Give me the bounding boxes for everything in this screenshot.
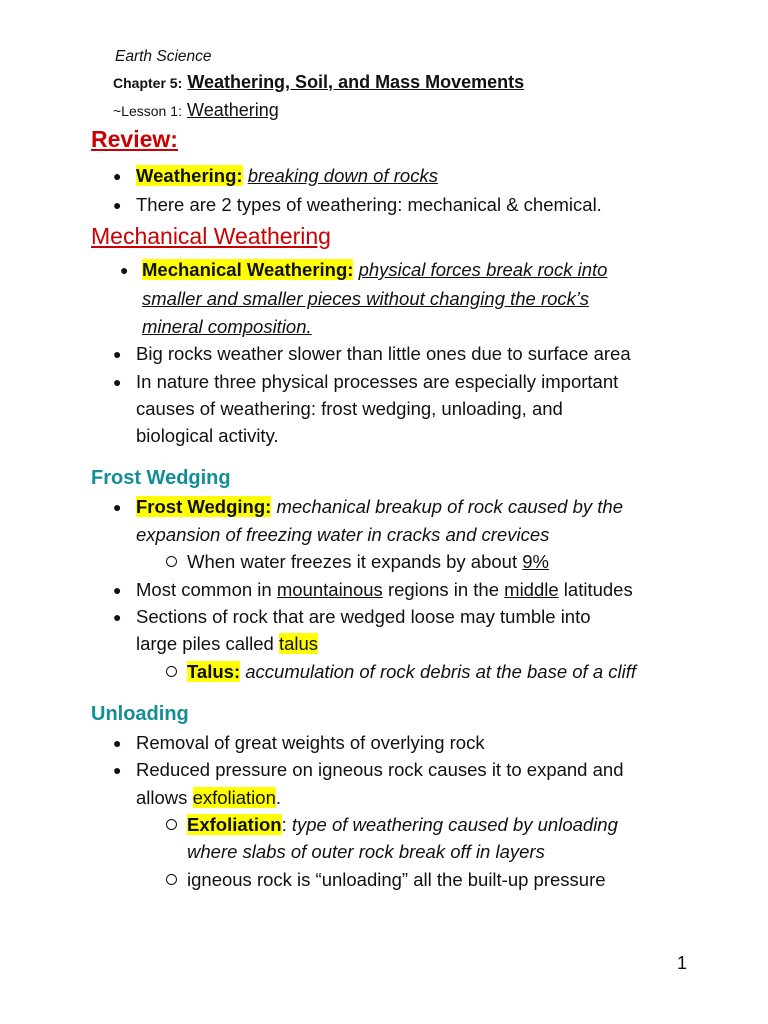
- term-highlight: Talus:: [187, 661, 241, 682]
- bullet-icon: ●: [113, 168, 122, 184]
- term-highlight: Mechanical Weathering:: [142, 259, 354, 280]
- definition-text: mineral composition.: [142, 316, 312, 337]
- definition-text: physical forces break rock into: [358, 259, 608, 280]
- bullet-icon: ●: [113, 374, 122, 390]
- circle-bullet-icon: [166, 666, 177, 677]
- mechanical-item-processes-cont: causes of weathering: frost wedging, unloading, and: [136, 398, 563, 419]
- definition-text: accumulation of rock debris at the base of a cliff: [245, 661, 637, 682]
- bullet-icon: ●: [113, 735, 122, 751]
- definition-text: where slabs of outer rock break off in layers: [187, 841, 545, 862]
- frost-item-talus-cont: [136, 632, 318, 656]
- unloading-item-removal: Removal of great weights of overlying rock: [136, 732, 485, 753]
- definition-text: mechanical breakup of rock caused by the: [276, 496, 624, 517]
- underlined-term: middle: [504, 579, 559, 600]
- circle-bullet-icon: [166, 556, 177, 567]
- text-segment: allows: [136, 787, 188, 808]
- mechanical-item-processes: In nature three physical processes are especially important: [136, 371, 619, 392]
- mechanical-heading: Mechanical Weathering: [91, 223, 331, 249]
- text-segment: large piles called: [136, 633, 274, 654]
- subitem-text: When water freezes it expands by about: [187, 551, 518, 572]
- bullet-icon: ●: [113, 197, 122, 213]
- bullet-icon: ●: [113, 582, 122, 598]
- review-item-types: There are 2 types of weathering: mechanical & chemical.: [136, 194, 602, 215]
- definition-text: type of weathering caused by unloading: [291, 814, 618, 835]
- review-heading: Review:: [91, 126, 178, 152]
- text-segment: .: [275, 787, 282, 808]
- lesson-line: [113, 98, 279, 123]
- text-segment: :: [281, 814, 287, 835]
- unloading-item-pressure: Reduced pressure on igneous rock causes it to expand and: [136, 759, 624, 780]
- frost-item-location: [136, 578, 633, 602]
- mechanical-item-surface-area: Big rocks weather slower than little ones due to surface area: [136, 343, 631, 364]
- chapter-line: [113, 70, 524, 95]
- page-number: 1: [677, 953, 688, 973]
- frost-item-definition: [136, 495, 623, 519]
- unloading-heading: Unloading: [91, 703, 189, 725]
- unloading-item-pressure-cont: [136, 786, 281, 810]
- definition-text: breaking down of rocks: [247, 165, 438, 186]
- bullet-icon: ●: [113, 499, 122, 515]
- definition-text: expansion of freezing water in cracks and crevices: [136, 524, 550, 545]
- review-item-weathering: [136, 164, 438, 188]
- frost-subitem-expansion: [187, 550, 549, 574]
- mechanical-item-definition: [142, 258, 607, 282]
- term-highlight: Frost Wedging:: [136, 496, 272, 517]
- chapter-title: Weathering, Soil, and Mass Movements: [187, 72, 525, 92]
- unloading-subitem-exfoliation: [187, 813, 618, 837]
- mechanical-item-processes-cont: biological activity.: [136, 425, 279, 446]
- frost-item-talus: Sections of rock that are wedged loose may tumble into: [136, 606, 591, 627]
- text-segment: regions in the: [387, 579, 500, 600]
- definition-text: smaller and smaller pieces without changing the rock’s: [142, 288, 589, 309]
- circle-bullet-icon: [166, 874, 177, 885]
- subject-label: Earth Science: [115, 48, 212, 65]
- expansion-value: 9%: [522, 551, 549, 572]
- underlined-term: mountainous: [276, 579, 383, 600]
- bullet-icon: ●: [113, 609, 122, 625]
- lesson-label: ~Lesson 1:: [113, 103, 182, 119]
- term-highlight: Exfoliation: [187, 814, 282, 835]
- text-segment: Most common in: [136, 579, 272, 600]
- bullet-icon: ●: [113, 346, 122, 362]
- term-highlight: Weathering:: [136, 165, 243, 186]
- circle-bullet-icon: [166, 819, 177, 830]
- frost-subitem-talus-definition: [187, 660, 636, 684]
- term-highlight: exfoliation: [192, 787, 276, 808]
- chapter-label: Chapter 5:: [113, 75, 183, 91]
- unloading-subitem-igneous: igneous rock is “unloading” all the built-up pressure: [187, 869, 606, 890]
- lesson-title: Weathering: [187, 100, 279, 120]
- text-segment: latitudes: [563, 579, 633, 600]
- frost-heading: Frost Wedging: [91, 467, 231, 489]
- bullet-icon: ●: [120, 262, 129, 278]
- term-highlight: talus: [278, 633, 319, 654]
- bullet-icon: ●: [113, 762, 122, 778]
